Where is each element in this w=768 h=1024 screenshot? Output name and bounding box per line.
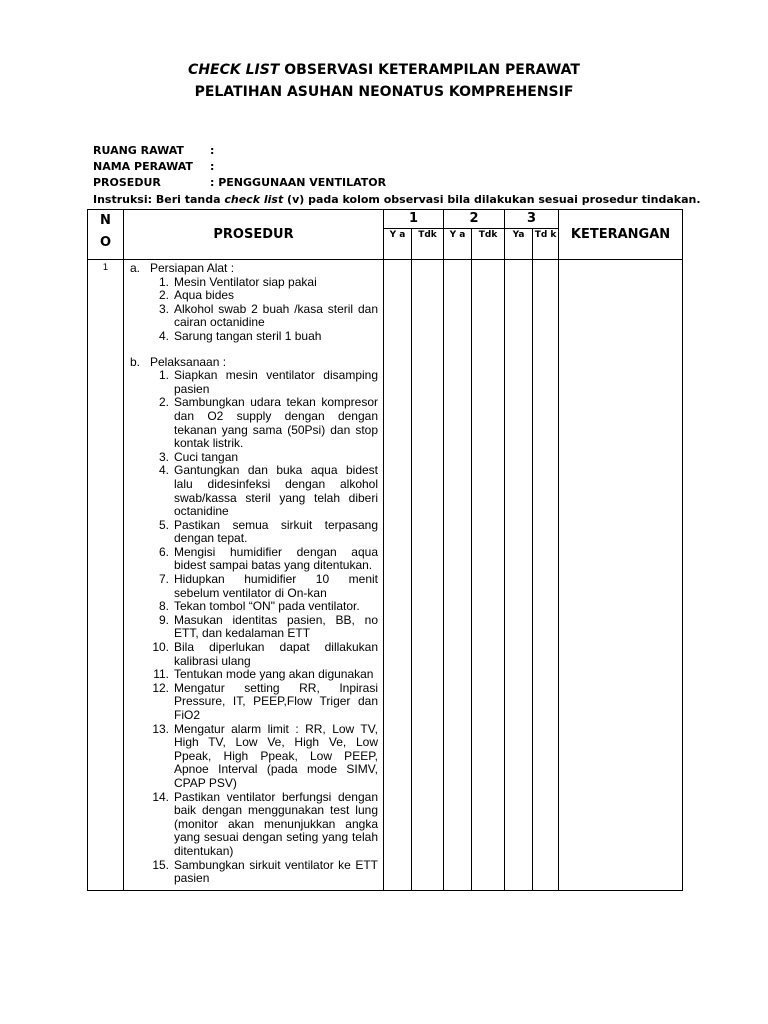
nama-value: : [210, 160, 215, 173]
list-item-number: 10. [152, 640, 169, 655]
obs-2-tdk: Tdk [472, 229, 505, 260]
list-item [150, 573, 378, 600]
list-item-text: Aqua bides [174, 288, 235, 303]
list-item [150, 276, 378, 290]
meta-prosedur [93, 176, 386, 190]
list-item-text: Tekan tombol “ON" pada ventilator. [174, 599, 360, 614]
prosedur-value: : PENGGUNAAN VENTILATOR [210, 176, 387, 189]
list-item-number: 5. [158, 517, 169, 532]
list-item [150, 668, 378, 682]
list-item-text: Mengatur setting RR, Inpirasi Pressure, IT, PEEP,Flow Triger dan FiO2 [174, 680, 378, 722]
list-item-text: Siapkan mesin ventilator disamping pasien [174, 368, 378, 396]
list-item-number: 12. [152, 680, 169, 695]
list-item-number: 13. [152, 721, 169, 736]
list-item-text: Tentukan mode yang akan digunakan [174, 667, 374, 682]
instruction-italic: check list [224, 193, 284, 206]
list-item-text: Mengatur alarm limit : RR, Low TV, High TV, Low Ve, High Ve, Low Ppeak, High Ppeak, Low PEEP, Apnoe Interval (pada mode SIMV, CPAP PSV) [174, 721, 378, 790]
list-item [150, 303, 378, 330]
list-item-number: 6. [158, 544, 169, 559]
list-item-number: 8. [158, 599, 169, 614]
section-b-list [130, 369, 378, 886]
list-item [150, 464, 378, 518]
list-item [150, 641, 378, 668]
ruang-value: : [210, 144, 215, 157]
keterangan-cell[interactable] [559, 260, 683, 891]
list-item-number: 15. [152, 857, 169, 872]
check-cell-3-tdk[interactable] [533, 260, 559, 891]
instruction-pre: Instruksi: Beri tanda [93, 193, 221, 206]
list-item [150, 330, 378, 344]
list-item [150, 614, 378, 641]
nama-label: NAMA PERAWAT [93, 160, 193, 173]
col-keterangan-header: KETERANGAN [559, 210, 683, 260]
document-title [0, 62, 768, 78]
row-number: 1 [88, 260, 124, 891]
procedure-cell [124, 260, 384, 891]
list-item-number: 14. [152, 789, 169, 804]
obs-3-ya: Ya [505, 229, 533, 260]
obs-1-tdk: Tdk [412, 229, 444, 260]
check-cell-2-tdk[interactable] [472, 260, 505, 891]
list-item-text: Alkohol swab 2 buah /kasa steril dan cairan octanidine [174, 301, 378, 330]
list-item [150, 451, 378, 465]
list-item [150, 859, 378, 886]
check-cell-3-ya[interactable] [505, 260, 533, 891]
list-item-text: Hidupkan humidifier 10 menit sebelum ventilator di On-kan [174, 572, 378, 600]
table-row [88, 260, 683, 891]
col-prosedur-header: PROSEDUR [124, 210, 384, 260]
check-cell-1-tdk[interactable] [412, 260, 444, 891]
instruction-line [93, 193, 701, 206]
title-rest: OBSERVASI KETERAMPILAN PERAWAT [284, 62, 580, 78]
header-row-1 [88, 210, 683, 229]
section-b-title: Pelaksanaan : [150, 354, 227, 369]
check-cell-2-ya[interactable] [444, 260, 472, 891]
col-no-line1: N [100, 213, 111, 228]
obs-2-ya: Y a [444, 229, 472, 260]
title-italic: CHECK LIST [188, 62, 280, 78]
list-item-number: 2. [158, 395, 169, 410]
list-item-text: Pastikan ventilator berfungsi dengan baik dengan menggunakan test lung (monitor akan menunjukkan angka yang sesuai dengan seting yang telah ditentukan) [174, 789, 378, 858]
list-item-number: 11. [153, 667, 169, 682]
list-item [150, 519, 378, 546]
obs-3-tdk: Td k [533, 229, 559, 260]
prosedur-label: PROSEDUR [93, 176, 161, 189]
obs-2-header: 2 [444, 210, 505, 229]
document-subtitle: PELATIHAN ASUHAN NEONATUS KOMPREHENSIF [194, 84, 574, 100]
list-item [150, 289, 378, 303]
meta-nama [93, 160, 214, 174]
obs-1-ya: Y a [384, 229, 412, 260]
ruang-label: RUANG RAWAT [93, 144, 184, 157]
list-item-number: 2. [158, 288, 169, 303]
list-item-number: 4. [158, 463, 169, 478]
col-no-header [88, 210, 124, 260]
list-item-number: 3. [158, 449, 169, 464]
list-item-number: 7. [158, 572, 169, 587]
list-item [150, 723, 378, 791]
list-item-number: 1. [158, 274, 169, 289]
list-item [150, 600, 378, 614]
list-item-text: Sambungkan sirkuit ventilator ke ETT pasien [174, 857, 378, 886]
list-item-text: Bila diperlukan dapat dillakukan kalibrasi ulang [174, 640, 378, 668]
list-item-number: 1. [158, 368, 169, 383]
instruction-post: (v) pada kolom observasi bila dilakukan sesuai prosedur tindakan. [287, 193, 701, 206]
list-item-text: Mengisi humidifier dengan aqua bidest sampai batas yang ditentukan. [174, 544, 378, 573]
section-a-list [130, 276, 378, 344]
list-item-number: 4. [158, 328, 169, 343]
list-item-number: 9. [158, 612, 169, 627]
section-a-heading [130, 262, 378, 276]
list-item-text: Sambungkan udara tekan kompresor dan O2 supply dengan dengan tekanan yang sama (50Psi) dan stop kontak listrik. [174, 395, 378, 451]
col-no-line2: O [99, 235, 112, 250]
meta-ruang [93, 144, 214, 158]
section-a-label: a. [130, 261, 141, 275]
list-item [150, 791, 378, 859]
list-item [150, 546, 378, 573]
list-item [150, 396, 378, 450]
list-item-text: Masukan identitas pasien, BB, no ETT, dan kedalaman ETT [174, 612, 378, 641]
list-item-number: 3. [158, 301, 169, 316]
check-cell-1-ya[interactable] [384, 260, 412, 891]
section-b-label: b. [130, 354, 141, 369]
list-item-text: Mesin Ventilator siap pakai [174, 274, 317, 289]
list-item-text: Gantungkan dan buka aqua bidest lalu didesinfeksi dengan alkohol swab/kassa steril yang telah diberi octanidine [174, 463, 378, 519]
section-b-heading [130, 356, 378, 370]
section-a-title: Persiapan Alat : [150, 261, 235, 275]
list-item-text: Pastikan semua sirkuit terpasang dengan tepat. [174, 517, 378, 546]
list-item-text: Sarung tangan steril 1 buah [174, 328, 322, 343]
list-item-text: Cuci tangan [174, 449, 239, 464]
obs-1-header: 1 [384, 210, 444, 229]
checklist-table [87, 209, 683, 891]
list-item [150, 369, 378, 396]
obs-3-header: 3 [505, 210, 559, 229]
list-item [150, 682, 378, 723]
